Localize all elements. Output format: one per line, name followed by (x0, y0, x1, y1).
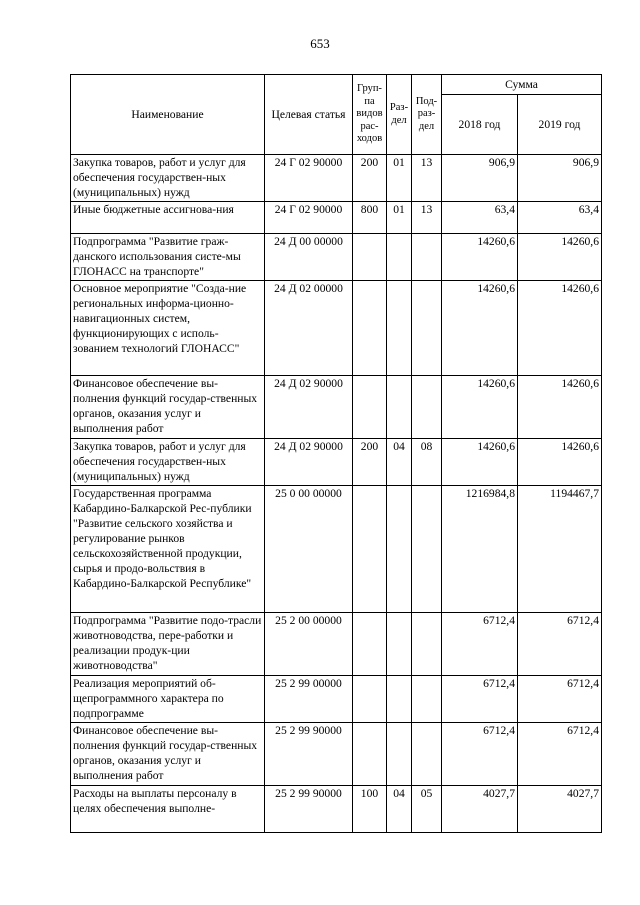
row-name: Основное мероприятие "Созда-ние региональных информа-ционно-навигационных систем, функционирующих с исполь-зованием технологий ГЛОНАСС" (71, 281, 265, 376)
header-sum: Сумма (442, 75, 602, 95)
row-expense-group: 200 (353, 439, 387, 486)
row-name: Государственная программа Кабардино-Балкарской Рес-публики "Развитие сельского хозяйства и регулирование рынков сельскохозяйственной продукции, сырья и продо-вольствия в Кабардино-Балкарской Республике" (71, 486, 265, 613)
row-section (387, 376, 412, 439)
row-subsection (412, 376, 442, 439)
row-section (387, 676, 412, 723)
row-sum-2018: 6712,4 (442, 676, 518, 723)
table-row (71, 786, 602, 833)
row-section: 04 (387, 786, 412, 833)
page-number: 653 (310, 36, 330, 51)
row-subsection: 05 (412, 786, 442, 833)
header-subsection: Под-раз-дел (412, 75, 442, 155)
header-year-2019: 2019 год (518, 95, 602, 155)
row-sum-2019: 14260,6 (518, 281, 602, 376)
header-name: Наименование (71, 75, 265, 155)
table-row (71, 486, 602, 613)
table-row (71, 202, 602, 234)
budget-table (70, 74, 602, 833)
row-subsection (412, 234, 442, 281)
header-expense-group: Груп-па видов рас-ходов (353, 75, 387, 155)
row-target-article: 24 Г 02 90000 (265, 202, 353, 234)
row-sum-2018: 1216984,8 (442, 486, 518, 613)
row-sum-2019: 6712,4 (518, 723, 602, 786)
row-name: Закупка товаров, работ и услуг для обеспечения государствен-ных (муниципальных) нужд (71, 439, 265, 486)
table-row (71, 676, 602, 723)
row-sum-2018: 14260,6 (442, 281, 518, 376)
row-sum-2019: 6712,4 (518, 613, 602, 676)
row-target-article: 25 2 99 90000 (265, 786, 353, 833)
row-expense-group (353, 676, 387, 723)
header-section: Раз-дел (387, 75, 412, 155)
row-sum-2018: 14260,6 (442, 439, 518, 486)
row-expense-group (353, 234, 387, 281)
row-sum-2019: 14260,6 (518, 234, 602, 281)
row-name: Подпрограмма "Развитие подо-трасли животноводства, пере-работки и реализации продук-ции животноводства" (71, 613, 265, 676)
header-target-article: Целевая статья (265, 75, 353, 155)
row-section: 01 (387, 155, 412, 202)
row-subsection: 13 (412, 155, 442, 202)
row-section (387, 613, 412, 676)
row-name: Расходы на выплаты персоналу в целях обеспечения выполне- (71, 786, 265, 833)
row-expense-group (353, 613, 387, 676)
row-name: Закупка товаров, работ и услуг для обеспечения государствен-ных (муниципальных) нужд (71, 155, 265, 202)
table-row (71, 613, 602, 676)
row-target-article: 25 2 99 90000 (265, 723, 353, 786)
row-target-article: 24 Д 00 00000 (265, 234, 353, 281)
row-subsection: 13 (412, 202, 442, 234)
row-section: 01 (387, 202, 412, 234)
row-sum-2018: 14260,6 (442, 234, 518, 281)
row-sum-2018: 6712,4 (442, 723, 518, 786)
row-expense-group: 200 (353, 155, 387, 202)
row-sum-2019: 906,9 (518, 155, 602, 202)
row-sum-2019: 1194467,7 (518, 486, 602, 613)
row-expense-group (353, 281, 387, 376)
header-year-2018: 2018 год (442, 95, 518, 155)
row-target-article: 24 Д 02 00000 (265, 281, 353, 376)
row-name: Финансовое обеспечение вы-полнения функций государ-ственных органов, оказания услуг и выполнения работ (71, 723, 265, 786)
table-header (71, 75, 602, 155)
row-target-article: 25 0 00 00000 (265, 486, 353, 613)
row-expense-group (353, 723, 387, 786)
row-sum-2018: 4027,7 (442, 786, 518, 833)
row-expense-group (353, 486, 387, 613)
row-sum-2019: 14260,6 (518, 376, 602, 439)
row-target-article: 24 Г 02 90000 (265, 155, 353, 202)
row-sum-2018: 6712,4 (442, 613, 518, 676)
row-section (387, 281, 412, 376)
row-sum-2019: 14260,6 (518, 439, 602, 486)
row-sum-2018: 906,9 (442, 155, 518, 202)
row-section (387, 486, 412, 613)
row-section (387, 234, 412, 281)
row-name: Иные бюджетные ассигнова-ния (71, 202, 265, 234)
row-section (387, 723, 412, 786)
row-sum-2018: 14260,6 (442, 376, 518, 439)
row-sum-2019: 4027,7 (518, 786, 602, 833)
table-row (71, 439, 602, 486)
row-subsection (412, 613, 442, 676)
row-name: Реализация мероприятий об-щепрограммного характера по подпрограмме (71, 676, 265, 723)
table-row (71, 281, 602, 376)
row-sum-2019: 63,4 (518, 202, 602, 234)
row-target-article: 24 Д 02 90000 (265, 376, 353, 439)
row-subsection (412, 723, 442, 786)
row-subsection (412, 486, 442, 613)
row-target-article: 25 2 00 00000 (265, 613, 353, 676)
row-name: Подпрограмма "Развитие граж-данского использования систе-мы ГЛОНАСС на транспорте" (71, 234, 265, 281)
row-subsection (412, 676, 442, 723)
row-subsection (412, 281, 442, 376)
table-row (71, 376, 602, 439)
row-expense-group: 100 (353, 786, 387, 833)
row-name: Финансовое обеспечение вы-полнения функций государ-ственных органов, оказания услуг и выполнения работ (71, 376, 265, 439)
table-row (71, 723, 602, 786)
table-body (71, 155, 602, 833)
row-subsection: 08 (412, 439, 442, 486)
row-section: 04 (387, 439, 412, 486)
row-expense-group: 800 (353, 202, 387, 234)
row-target-article: 24 Д 02 90000 (265, 439, 353, 486)
row-target-article: 25 2 99 00000 (265, 676, 353, 723)
row-expense-group (353, 376, 387, 439)
row-sum-2018: 63,4 (442, 202, 518, 234)
row-sum-2019: 6712,4 (518, 676, 602, 723)
table-row (71, 155, 602, 202)
table-row (71, 234, 602, 281)
